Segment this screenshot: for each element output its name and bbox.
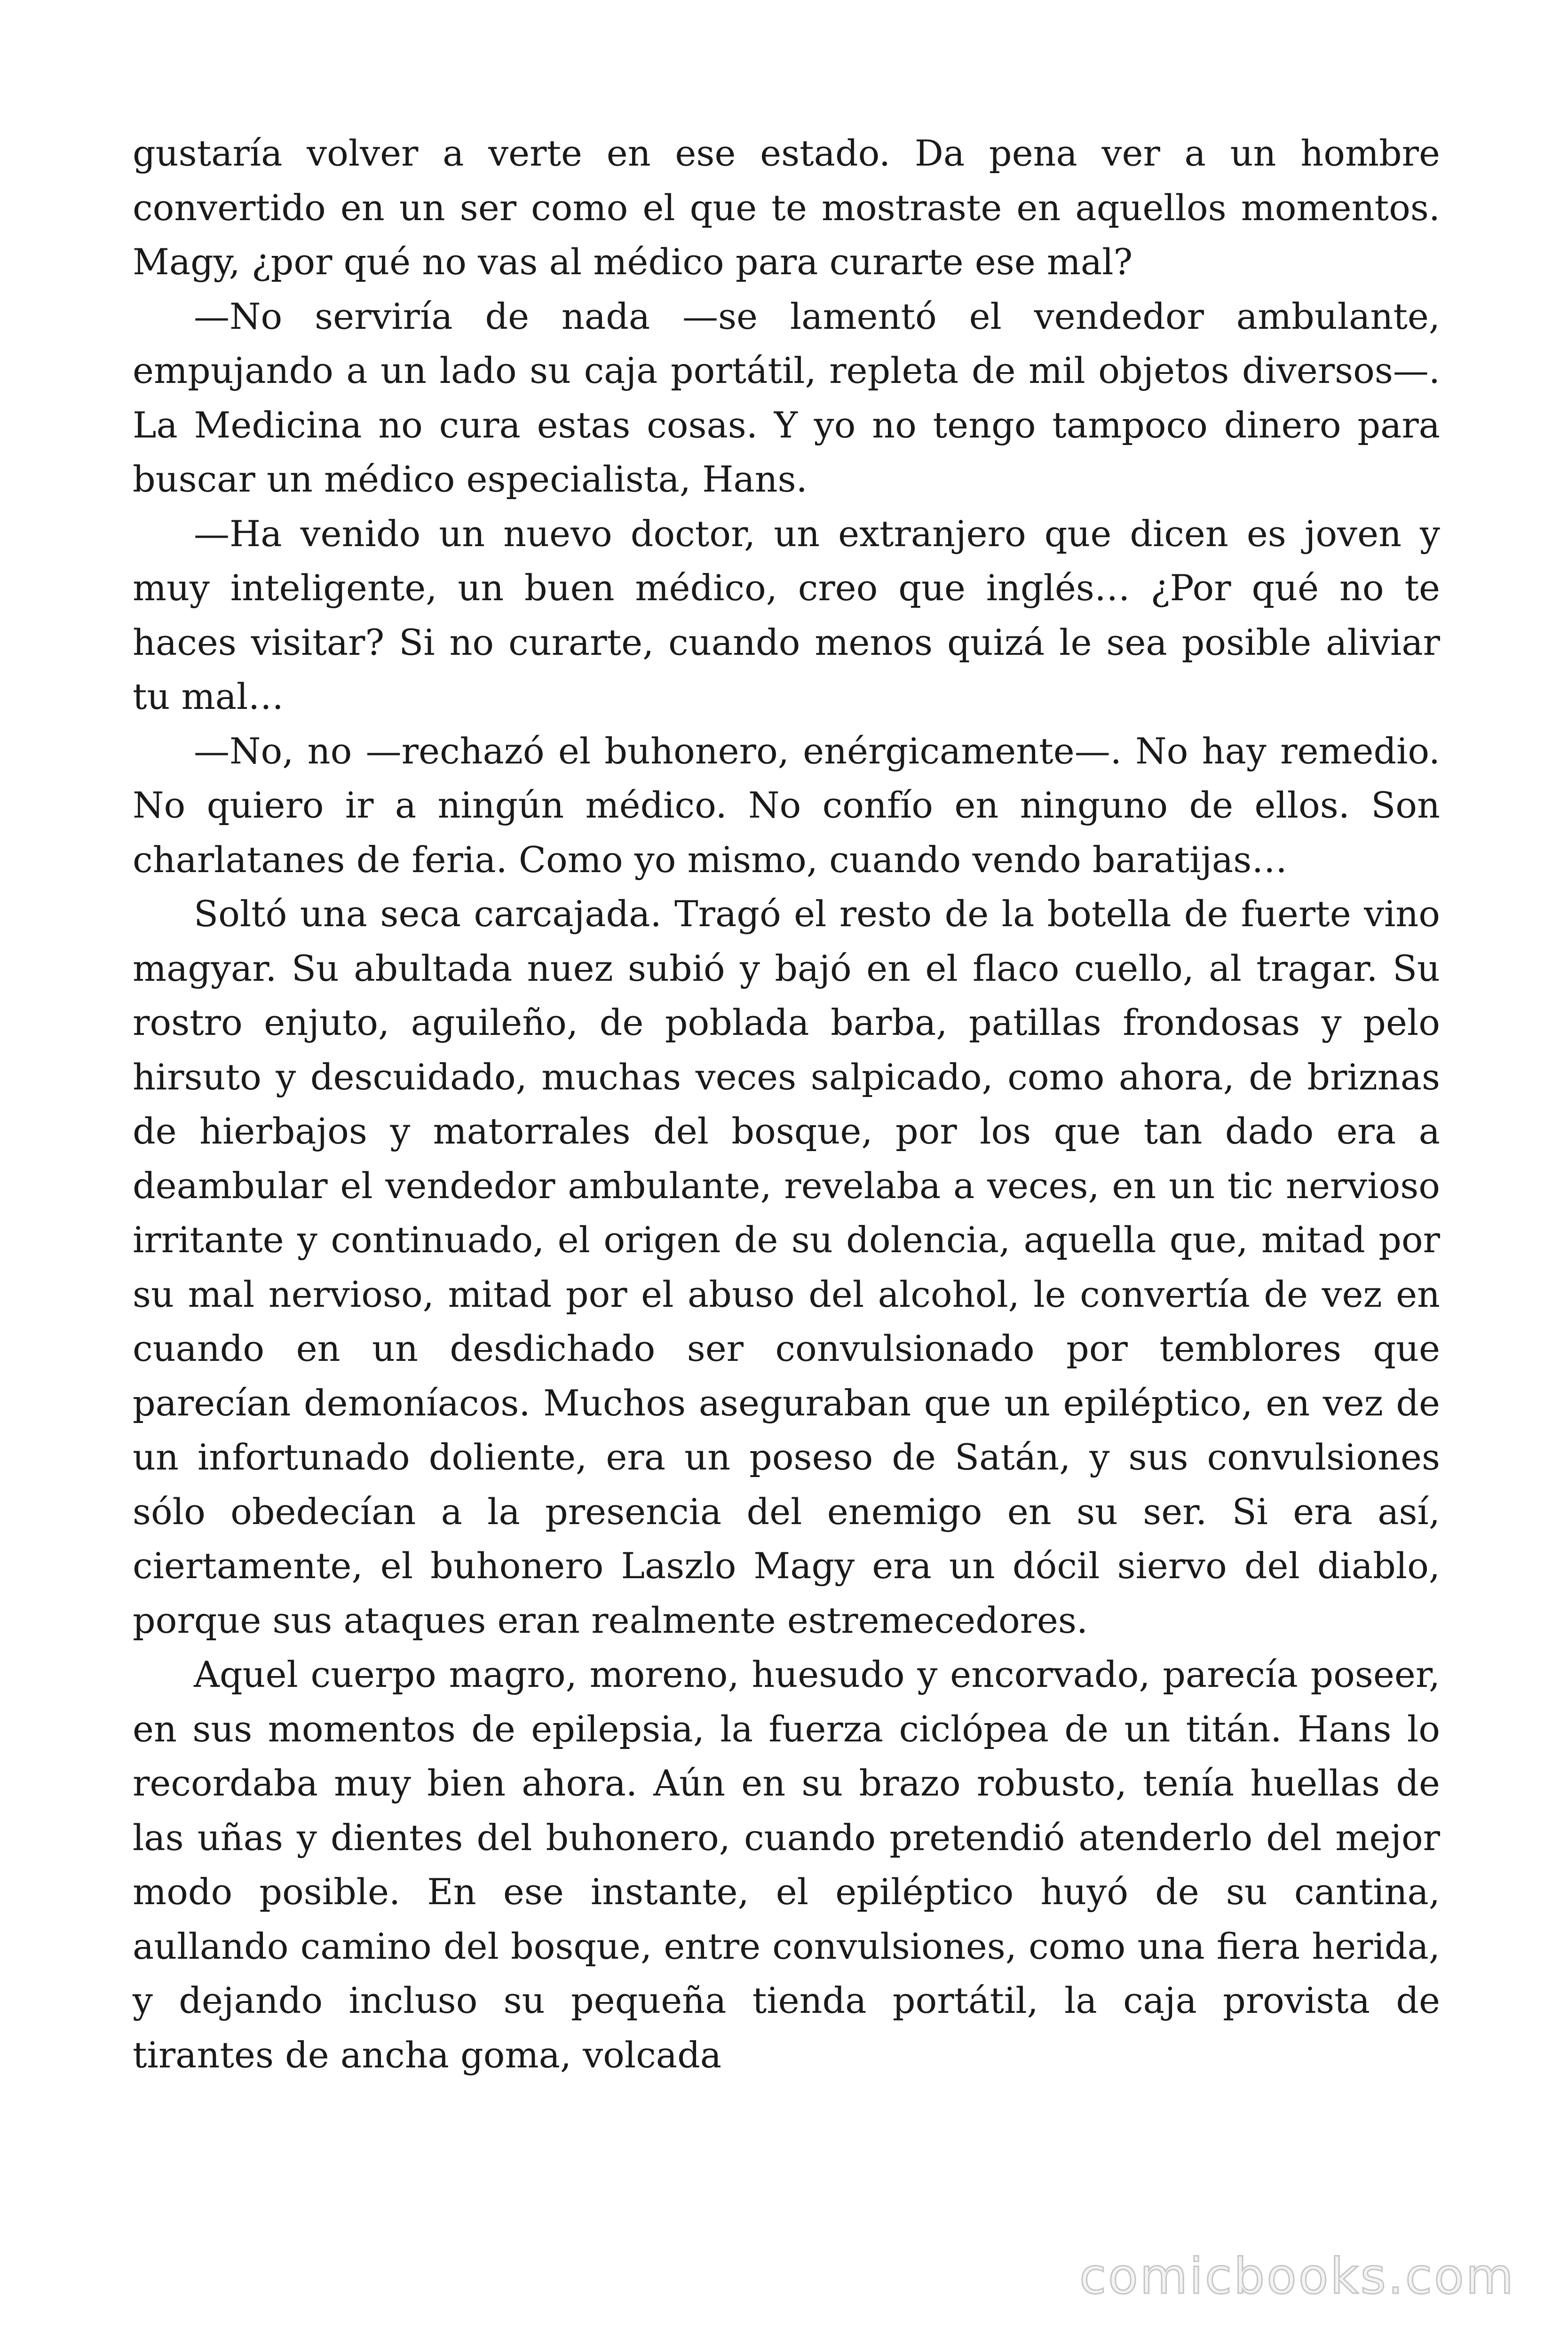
watermark-logo: comicbooks.com bbox=[1079, 2248, 1515, 2305]
page-body-text bbox=[133, 126, 1440, 2082]
paragraph-6: Aquel cuerpo magro, moreno, huesudo y encorvado, parecía poseer, en sus momentos de epilepsia, la fuerza ciclópea de un titán. Hans lo recordaba muy bien ahora. Aún en su brazo robusto, tenía huellas de las uñas y dientes del buhonero, cuando pretendió atenderlo del mejor modo posible. En ese instante, el epiléptico huyó de su cantina, aullando camino del bosque, entre convulsiones, como una fiera herida, y dejando incluso su pequeña tienda portátil, la caja provista de tirantes de ancha goma, volcada bbox=[133, 1653, 1440, 2076]
paragraph-5: Soltó una seca carcajada. Tragó el resto de la botella de fuerte vino magyar. Su abultada nuez subió y bajó en el flaco cuello, al tragar. Su rostro enjuto, aguileño, de poblada barba, patillas frondosas y pelo hirsuto y descuidado, muchas veces salpicado, como ahora, de briznas de hierbajos y matorrales del bosque, por los que tan dado era a deambular el vendedor ambulante, revelaba a veces, en un tic nervioso irritante y continuado, el origen de su dolencia, aquella que, mitad por su mal nervioso, mitad por el abuso del alcohol, le convertía de vez en cuando en un desdichado ser convulsionado por temblores que parecían demoníacos. Muchos aseguraban que un epiléptico, en vez de un infortunado doliente, era un poseso de Satán, y sus convulsiones sólo obedecían a la presencia del enemigo en su ser. Si era así, ciertamente, el buhonero Laszlo Magy era un dócil siervo del diablo, porque sus ataques eran realmente estremecedores. bbox=[133, 893, 1440, 1641]
paragraph-4: —No, no —rechazó el buhonero, enérgicamente—. No hay remedio. No quiero ir a ningún médico. No confío en ninguno de ellos. Son charlatanes de feria. Como yo mismo, cuando vendo baratijas… bbox=[133, 730, 1440, 881]
paragraph-1: gustaría volver a verte en ese estado. Da pena ver a un hombre convertido en un ser como el que te mostraste en aquellos momentos. Magy, ¿por qué no vas al médico para curarte ese mal? bbox=[133, 132, 1440, 283]
paragraph-3: —Ha venido un nuevo doctor, un extranjero que dicen es joven y muy inteligente, un buen médico, creo que inglés… ¿Por qué no te haces visitar? Si no curarte, cuando menos quizá le sea posible aliviar tu mal… bbox=[133, 512, 1440, 717]
paragraph-2: —No serviría de nada —se lamentó el vendedor ambulante, empujando a un lado su caja portátil, repleta de mil objetos diversos—. La Medicina no cura estas cosas. Y yo no tengo tampoco dinero para buscar un médico especialista, Hans. bbox=[133, 295, 1440, 500]
